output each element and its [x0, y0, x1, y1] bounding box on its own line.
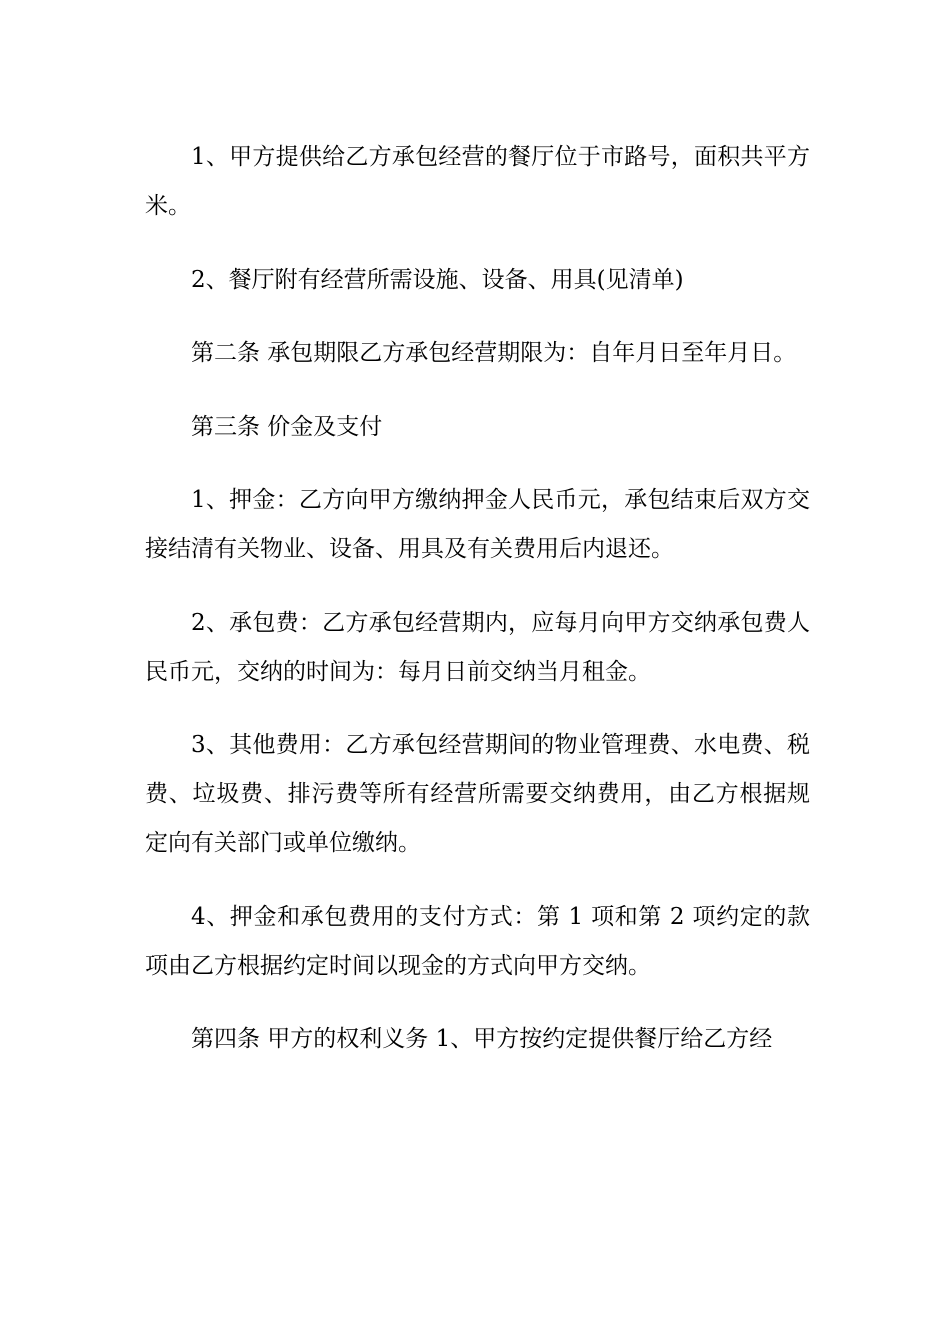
paragraph-article-2-term: 第二条 承包期限乙方承包经营期限为：自年月日至年月日。 — [191, 340, 797, 366]
paragraph-contract-fee: 2、承包费：乙方承包经营期内，应每月向甲方交纳承包费人民币元，交纳的时间为：每月日前交纳当月租金。 — [145, 609, 810, 685]
paragraph-article-3-heading: 第三条 价金及支付 — [191, 413, 383, 440]
paragraph-other-fees: 3、其他费用：乙方承包经营期间的物业管理费、水电费、税费、垃圾费、排污费等所有经营所需要交纳费用，由乙方根据规定向有关部门或单位缴纳。 — [145, 732, 810, 856]
paragraph-article-4-party-a: 第四条 甲方的权利义务 1、甲方按约定提供餐厅给乙方经 — [191, 1026, 773, 1052]
paragraph-facilities: 2、餐厅附有经营所需设施、设备、用具(见清单) — [191, 266, 684, 293]
paragraph-location-area: 1、甲方提供给乙方承包经营的餐厅位于市路号，面积共平方米。 — [145, 144, 810, 219]
document-body — [145, 133, 810, 1089]
paragraph-payment-method: 4、押金和承包费用的支付方式：第 1 项和第 2 项约定的款项由乙方根据约定时间以现金的方式向甲方交纳。 — [145, 903, 810, 979]
paragraph-deposit: 1、押金：乙方向甲方缴纳押金人民币元，承包结束后双方交接结清有关物业、设备、用具及有关费用后内退还。 — [145, 487, 810, 562]
